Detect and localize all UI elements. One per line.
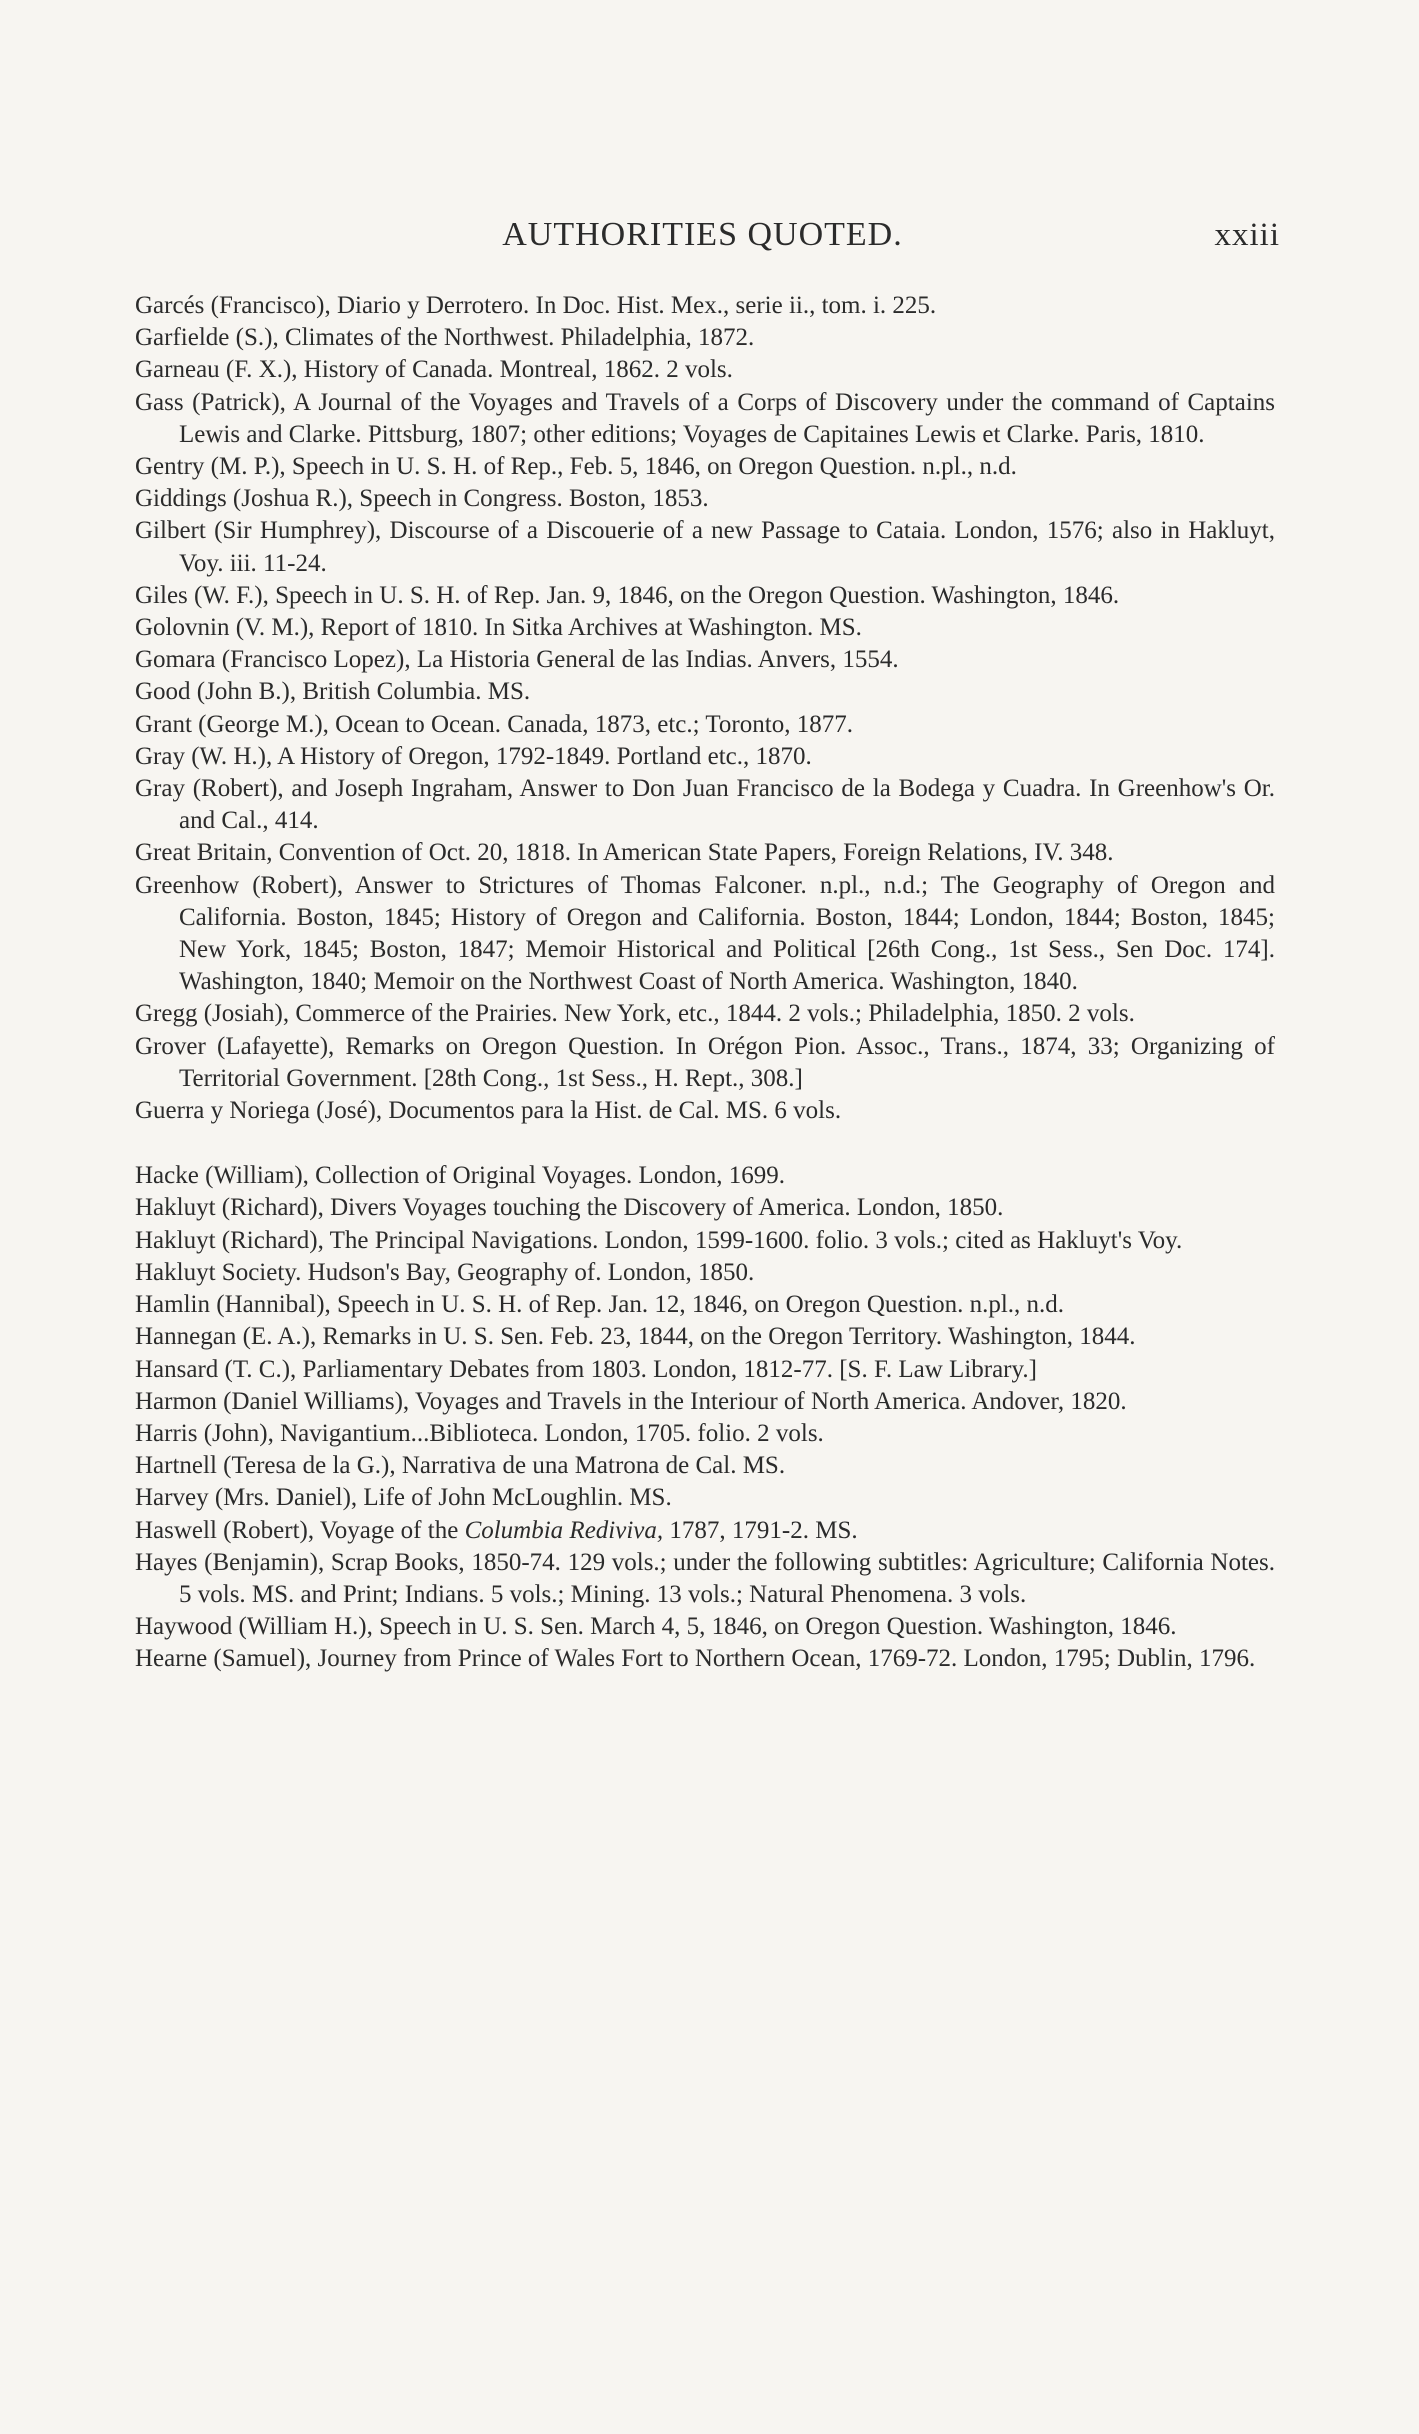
bibliography-entry: Garcés (Francisco), Diario y Derrotero. In Doc. Hist. Mex., serie ii., tom. i. 225. xyxy=(135,292,937,319)
bibliography-entry: Garneau (F. X.), History of Canada. Montreal, 1862. 2 vols. xyxy=(135,356,733,384)
bibliography-entry: Guerra y Noriega (José), Documentos para la Hist. de Cal. MS. 6 vols. xyxy=(135,1097,842,1125)
bibliography-entry xyxy=(135,1515,1275,1547)
section-gap xyxy=(135,1127,1275,1160)
bibliography-entry: Good (John B.), British Columbia. MS. xyxy=(135,678,531,706)
bibliography-entry: Hakluyt (Richard), Divers Voyages touching the Discovery of America. London, 1850. xyxy=(135,1194,1004,1222)
page-header xyxy=(125,215,1280,255)
bibliography-entry: Gray (W. H.), A History of Oregon, 1792-1849. Portland etc., 1870. xyxy=(135,742,812,770)
bibliography-entry: Haywood (William H.), Speech in U. S. Sen. March 4, 5, 1846, on Oregon Question. Washington, 1846. xyxy=(135,1613,1177,1641)
bibliography-entry: Giddings (Joshua R.), Speech in Congress. Boston, 1853. xyxy=(135,485,709,513)
bibliography-entry: Harvey (Mrs. Daniel), Life of John McLoughlin. MS. xyxy=(135,1484,672,1512)
bibliography-entry: Great Britain, Convention of Oct. 20, 1818. In American State Papers, Foreign Relations, IV. 348. xyxy=(135,839,1114,867)
entry-italic-title: Columbia Rediviva, xyxy=(464,1516,664,1544)
bibliography-list xyxy=(135,290,1275,1676)
entry-text: 1787, 1791-2. MS. xyxy=(663,1516,858,1544)
bibliography-entry: Hartnell (Teresa de la G.), Narrativa de una Matrona de Cal. MS. xyxy=(135,1452,786,1480)
bibliography-entry: Hakluyt Society. Hudson's Bay, Geography of. London, 1850. xyxy=(135,1258,755,1286)
bibliography-entry: Harmon (Daniel Williams), Voyages and Travels in the Interiour of North America. Andover, 1820. xyxy=(135,1387,1127,1415)
bibliography-entry: Hansard (T. C.), Parliamentary Debates from 1803. London, 1812-77. [S. F. Law Library.] xyxy=(135,1355,1037,1383)
bibliography-entry: Grant (George M.), Ocean to Ocean. Canada, 1873, etc.; Toronto, 1877. xyxy=(135,710,853,738)
bibliography-entry: Hayes (Benjamin), Scrap Books, 1850-74. 129 vols.; under the following subtitles: Agriculture; California Notes. 5 vols. MS. and Print; Indians. 5 vols.; Mining. 13 vols.; Natural Phenomena. 3 vols. xyxy=(135,1548,1275,1608)
bibliography-entry: Greenhow (Robert), Answer to Strictures of Thomas Falconer. n.pl., n.d.; The Geography of Oregon and California. Boston, 1845; History of Oregon and California. Boston, 1844; London, 1844; Boston, 1845; New York, 1845; Boston, 1847; Memoir Historical and Political [26th Cong., 1st Sess., Sen Doc. 174]. Washington, 1840; Memoir on the Northwest Coast of North America. Washington, 1840. xyxy=(135,871,1275,996)
bibliography-entry: Giles (W. F.), Speech in U. S. H. of Rep. Jan. 9, 1846, on the Oregon Question. Washington, 1846. xyxy=(135,581,1120,609)
running-title: AUTHORITIES QUOTED. xyxy=(502,216,903,253)
bibliography-entry: Gentry (M. P.), Speech in U. S. H. of Rep., Feb. 5, 1846, on Oregon Question. n.pl., n.d. xyxy=(135,453,1017,481)
bibliography-entry: Gilbert (Sir Humphrey), Discourse of a Discouerie of a new Passage to Cataia. London, 1576; also in Hakluyt, Voy. iii. 11-24. xyxy=(135,517,1275,577)
bibliography-entry: Harris (John), Navigantium...Biblioteca. London, 1705. folio. 2 vols. xyxy=(135,1419,824,1447)
bibliography-entry: Gray (Robert), and Joseph Ingraham, Answer to Don Juan Francisco de la Bodega y Cuadra. In Greenhow's Or. and Cal., 414. xyxy=(135,775,1275,835)
bibliography-entry: Hamlin (Hannibal), Speech in U. S. H. of Rep. Jan. 12, 1846, on Oregon Question. n.pl., n.d. xyxy=(135,1291,1065,1319)
bibliography-entry: Gregg (Josiah), Commerce of the Prairies. New York, etc., 1844. 2 vols.; Philadelphia, 1850. 2 vols. xyxy=(135,1000,1135,1028)
bibliography-entry: Garfielde (S.), Climates of the Northwest. Philadelphia, 1872. xyxy=(135,324,755,352)
bibliography-entry: Grover (Lafayette), Remarks on Oregon Question. In Orégon Pion. Assoc., Trans., 1874, 33; Organizing of Territorial Government. [28th Cong., 1st Sess., H. Rept., 308.] xyxy=(135,1032,1275,1092)
entry-text: Haswell (Robert), Voyage of the xyxy=(135,1516,465,1544)
bibliography-entry: Gass (Patrick), A Journal of the Voyages and Travels of a Corps of Discovery under the command of Captains Lewis and Clarke. Pittsburg, 1807; other editions; Voyages de Capitaines Lewis et Clarke. Paris, 1810. xyxy=(135,388,1275,448)
bibliography-entry: Hakluyt (Richard), The Principal Navigations. London, 1599-1600. folio. 3 vols.; cited as Hakluyt's Voy. xyxy=(135,1226,1183,1254)
bibliography-entry: Golovnin (V. M.), Report of 1810. In Sitka Archives at Washington. MS. xyxy=(135,614,862,642)
bibliography-entry: Gomara (Francisco Lopez), La Historia General de las Indias. Anvers, 1554. xyxy=(135,646,899,674)
page-number: xxiii xyxy=(1214,217,1280,253)
bibliography-entry: Hacke (William), Collection of Original Voyages. London, 1699. xyxy=(135,1162,786,1190)
bibliography-entry: Hearne (Samuel), Journey from Prince of Wales Fort to Northern Ocean, 1769-72. London, 1795; Dublin, 1796. xyxy=(135,1645,1256,1673)
bibliography-entry: Hannegan (E. A.), Remarks in U. S. Sen. Feb. 23, 1844, on the Oregon Territory. Washington, 1844. xyxy=(135,1323,1136,1351)
